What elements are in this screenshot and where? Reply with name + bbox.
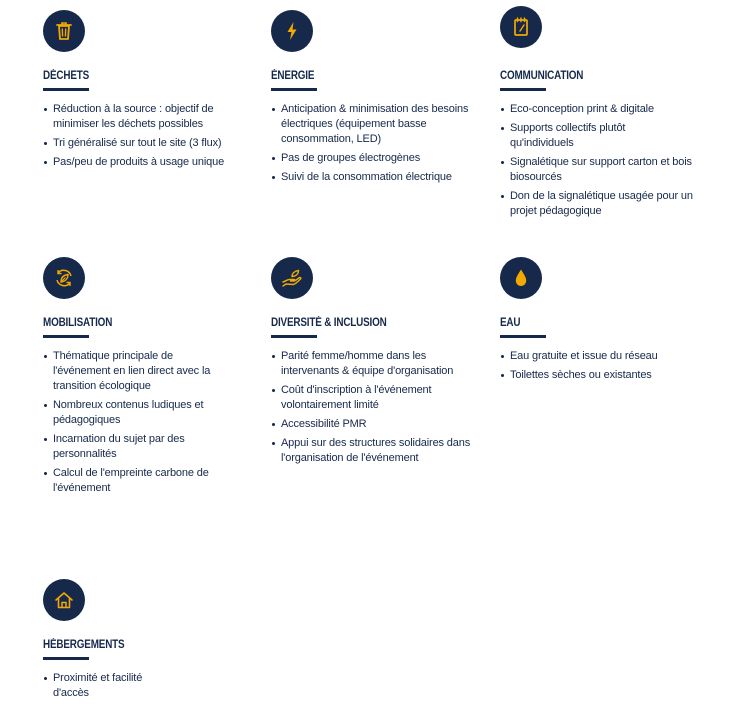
title-underline xyxy=(271,88,317,91)
bullet-list xyxy=(43,349,233,496)
house-icon xyxy=(43,579,85,621)
bullet-list xyxy=(500,349,700,383)
list-item: Parité femme/homme dans les intervenants & équipe d'organisation xyxy=(271,349,476,379)
list-item: Tri généralisé sur tout le site (3 flux) xyxy=(43,136,248,151)
title-underline xyxy=(500,88,546,91)
list-item: Incarnation du sujet par des personnalités xyxy=(43,432,203,462)
list-item: Eau gratuite et issue du réseau xyxy=(500,349,700,364)
card-title: DIVERSITÉ & INCLUSION xyxy=(271,317,387,329)
title-underline xyxy=(43,88,89,91)
list-item: Toilettes sèches ou existantes xyxy=(500,368,700,383)
card-mobilisation xyxy=(43,257,233,500)
list-item: Supports collectifs plutôt qu'individuels xyxy=(500,121,645,151)
card-eau xyxy=(500,257,700,387)
list-item: Nombreux contenus ludiques et pédagogiques xyxy=(43,398,233,428)
title-underline xyxy=(500,335,546,338)
title-underline xyxy=(43,335,89,338)
water-drop-icon xyxy=(500,257,542,299)
list-item: Don de la signalétique usagée pour un projet pédagogique xyxy=(500,189,700,219)
trash-icon xyxy=(43,10,85,52)
recycle-leaf-icon xyxy=(43,257,85,299)
card-dechets xyxy=(43,10,248,174)
list-item: Proximité et facilité d'accès xyxy=(43,671,163,701)
lightning-icon xyxy=(271,10,313,52)
card-energie xyxy=(271,10,471,189)
helping-hand-icon xyxy=(271,257,313,299)
bullet-list xyxy=(271,349,476,466)
list-item: Pas de groupes électrogènes xyxy=(271,151,471,166)
list-item: Pas/peu de produits à usage unique xyxy=(43,155,248,170)
card-title: DÉCHETS xyxy=(43,70,90,82)
card-hebergements xyxy=(43,579,243,705)
card-title: HÉBERGEMENTS xyxy=(43,639,125,651)
card-title: COMMUNICATION xyxy=(500,70,584,82)
notepad-icon xyxy=(500,6,542,48)
list-item: Accessibilité PMR xyxy=(271,417,476,432)
list-item: Calcul de l'empreinte carbone de l'événement xyxy=(43,466,225,496)
bullet-list xyxy=(271,102,471,185)
list-item: Anticipation & minimisation des besoins électriques (équipement basse consommation, LED) xyxy=(271,102,471,147)
card-title: ÉNERGIE xyxy=(271,70,315,82)
card-communication xyxy=(500,6,700,223)
list-item: Appui sur des structures solidaires dans l'organisation de l'événement xyxy=(271,436,476,466)
list-item: Suivi de la consommation électrique xyxy=(271,170,471,185)
list-item: Coût d'inscription à l'événement volontairement limité xyxy=(271,383,461,413)
bullet-list xyxy=(43,102,248,170)
list-item: Eco-conception print & digitale xyxy=(500,102,700,117)
title-underline xyxy=(43,657,89,660)
list-item: Thématique principale de l'événement en lien direct avec la transition écologique xyxy=(43,349,225,394)
card-title: EAU xyxy=(500,317,521,329)
card-diversite-inclusion xyxy=(271,257,476,470)
bullet-list xyxy=(500,102,700,219)
list-item: Signalétique sur support carton et bois biosourcés xyxy=(500,155,700,185)
list-item: Réduction à la source : objectif de minimiser les déchets possibles xyxy=(43,102,248,132)
bullet-list xyxy=(43,671,243,701)
card-title: MOBILISATION xyxy=(43,317,113,329)
title-underline xyxy=(271,335,317,338)
